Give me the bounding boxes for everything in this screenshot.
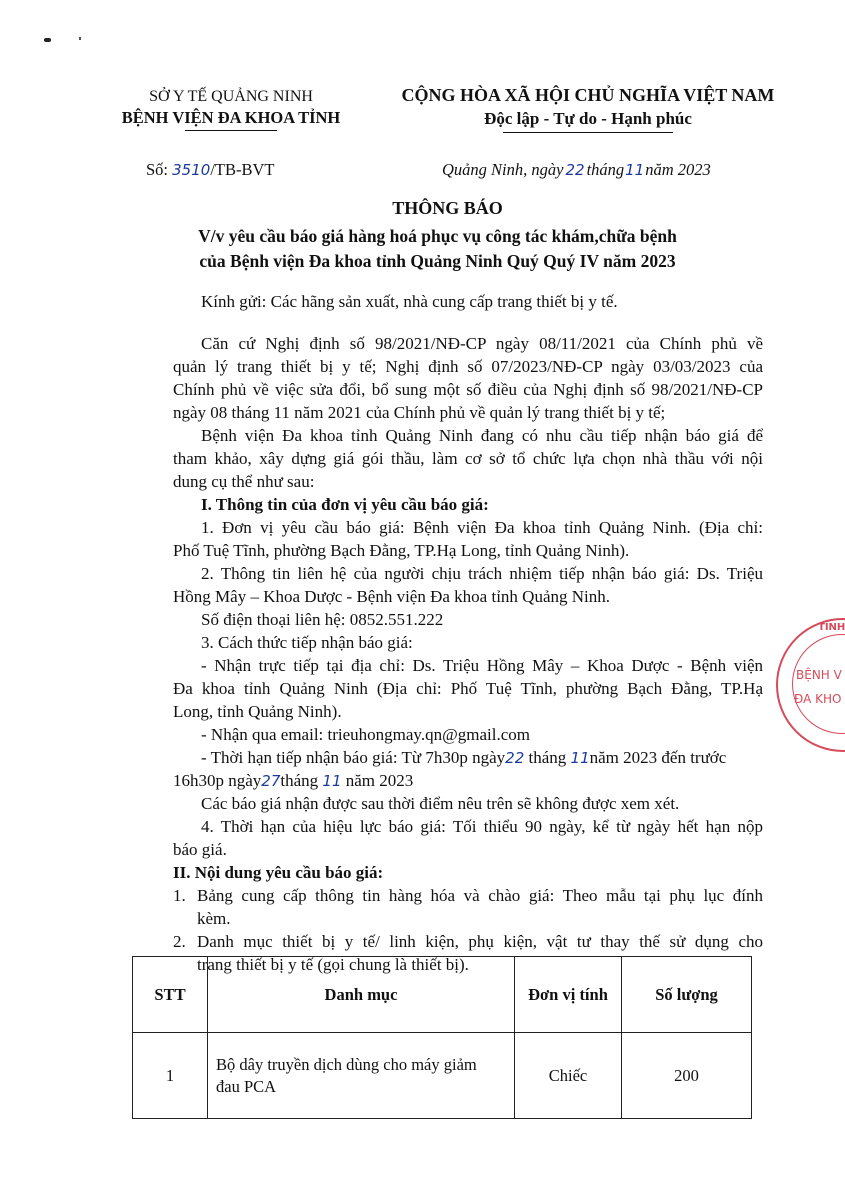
row-quantity: 200	[622, 1033, 752, 1119]
item-4-line-2: báo giá.	[173, 840, 227, 859]
section-2-item-2-line-2: trang thiết bị y tế (gọi chung là thiết bị).	[197, 954, 469, 977]
motto-underline	[503, 132, 673, 133]
need-line-1: Bệnh viện Đa khoa tỉnh Quảng Ninh đang có nhu cầu tiếp nhận báo giá để	[201, 426, 763, 445]
basis-line-4: ngày 08 tháng 11 năm 2021 của Chính phủ về quản lý trang thiết bị y tế;	[173, 403, 666, 422]
item-3-heading: 3. Cách thức tiếp nhận báo giá:	[201, 633, 413, 652]
basis-line-1: Căn cứ Nghị định số 98/2021/NĐ-CP ngày 08/11/2021 của Chính phủ về	[201, 334, 763, 353]
document-title: THÔNG BÁO	[392, 198, 503, 218]
handwritten-end-month: 11	[322, 772, 342, 790]
table-header-row	[133, 957, 752, 1033]
section-2-item-1-number: 1.	[173, 886, 186, 905]
item-4-line-1: 4. Thời hạn của hiệu lực báo giá: Tối thiểu 90 ngày, kể từ ngày hết hạn nộp	[201, 817, 763, 836]
item-1-line-2: Phố Tuệ Tĩnh, phường Bạch Đằng, TP.Hạ Long, tỉnh Quảng Ninh).	[173, 541, 630, 560]
hospital-name: BỆNH VIỆN ĐA KHOA TỈNH	[121, 108, 341, 127]
header-quantity: Số lượng	[622, 957, 752, 1033]
section-2-heading: II. Nội dung yêu cầu báo giá:	[173, 863, 384, 882]
seal-inner-ring	[792, 634, 845, 734]
national-header	[388, 83, 788, 133]
item-3a-line-1: - Nhận trực tiếp tại địa chỉ: Ds. Triệu Hồng Mây – Khoa Dược - Bệnh viện	[201, 656, 763, 675]
row-stt: 1	[133, 1033, 208, 1119]
seal-text-2: ĐA KHO	[794, 692, 842, 706]
contact-phone: Số điện thoại liên hệ: 0852.551.222	[201, 610, 444, 629]
item-2-line-2: Hồng Mây – Khoa Dược - Bệnh viện Đa khoa tỉnh Quảng Ninh.	[173, 587, 610, 606]
subject-line-1: V/v yêu cầu báo giá hàng hoá phục vụ công tác khám,chữa bệnh	[198, 226, 677, 246]
basis-line-3: Chính phủ về việc sửa đổi, bổ sung một số điều của Nghị định số 98/2021/NĐ-CP	[173, 380, 763, 399]
motto: Độc lập - Tự do - Hạnh phúc	[484, 109, 692, 128]
section-2-item-2-line-1: Danh mục thiết bị y tế/ linh kiện, phụ kiện, vật tư thay thế sử dụng cho	[197, 932, 763, 951]
section-1-heading: I. Thông tin của đơn vị yêu cầu báo giá:	[201, 495, 489, 514]
scan-mark	[79, 37, 81, 40]
issuer-block	[96, 86, 366, 131]
issue-date: Quảng Ninh, ngày 22 tháng11năm 2023	[442, 160, 711, 179]
handwritten-end-day: 27	[261, 772, 281, 790]
row-unit: Chiếc	[515, 1033, 622, 1119]
seal-text-1: BỆNH V	[796, 668, 842, 682]
official-seal	[776, 618, 845, 752]
section-2-item-1-line-2: kèm.	[197, 909, 231, 928]
equipment-table	[132, 956, 752, 1119]
need-line-3: dung cụ thể như sau:	[173, 472, 315, 491]
agency-name: SỞ Y TẾ QUẢNG NINH	[149, 88, 313, 105]
item-1-line-1: 1. Đơn vị yêu cầu báo giá: Bệnh viện Đa khoa tỉnh Quảng Ninh. (Địa chỉ:	[201, 518, 763, 537]
basis-line-2: quản lý trang thiết bị y tế; Nghị định số 07/2023/NĐ-CP ngày 03/03/2023 của	[173, 357, 763, 376]
table-row	[133, 1033, 752, 1119]
scan-mark	[44, 38, 51, 42]
item-3a-line-3: Long, tỉnh Quảng Ninh).	[173, 702, 342, 721]
header-stt: STT	[133, 957, 208, 1033]
section-2-item-2-number: 2.	[173, 932, 186, 951]
subject-line-2: của Bệnh viện Đa khoa tỉnh Quảng Ninh Quý Quý IV năm 2023	[199, 251, 676, 271]
country-name: CỘNG HÒA XÃ HỘI CHỦ NGHĨA VIỆT NAM	[401, 85, 775, 105]
deadline-line-2: 16h30p ngày27tháng 11 năm 2023	[173, 771, 414, 790]
issuer-underline	[185, 130, 277, 131]
header-unit: Đơn vị tính	[515, 957, 622, 1033]
handwritten-start-month: 11	[570, 749, 590, 767]
document-number: Số: 3510/TB-BVT	[146, 160, 275, 179]
recipient: Kính gửi: Các hãng sản xuất, nhà cung cấp trang thiết bị y tế.	[201, 292, 618, 311]
seal-top-text: TỈNH	[818, 622, 845, 633]
late-notice: Các báo giá nhận được sau thời điểm nêu trên sẽ không được xem xét.	[201, 794, 680, 813]
handwritten-number: 3510	[172, 161, 211, 179]
deadline-line-1: - Thời hạn tiếp nhận báo giá: Từ 7h30p ngày22 tháng 11năm 2023 đến trước	[201, 748, 727, 767]
item-3b-email: - Nhận qua email: trieuhongmay.qn@gmail.com	[201, 725, 530, 744]
section-2-item-1-line-1: Bảng cung cấp thông tin hàng hóa và chào giá: Theo mẫu tại phụ lục đính	[197, 886, 763, 905]
handwritten-day: 22	[565, 161, 585, 179]
handwritten-month: 11	[625, 161, 645, 179]
need-line-2: tham khảo, xây dựng giá gói thầu, làm cơ sở tổ chức lựa chọn nhà thầu với nội	[173, 449, 763, 468]
handwritten-start-day: 22	[505, 749, 525, 767]
row-item: Bộ dây truyền dịch dùng cho máy giảm đau PCA	[208, 1033, 515, 1119]
item-3a-line-2: Đa khoa tỉnh Quảng Ninh (Địa chỉ: Phố Tuệ Tĩnh, phường Bạch Đằng, TP.Hạ	[173, 679, 763, 698]
header-item: Danh mục	[208, 957, 515, 1033]
item-2-line-1: 2. Thông tin liên hệ của người chịu trách nhiệm tiếp nhận báo giá: Ds. Triệu	[201, 564, 763, 583]
